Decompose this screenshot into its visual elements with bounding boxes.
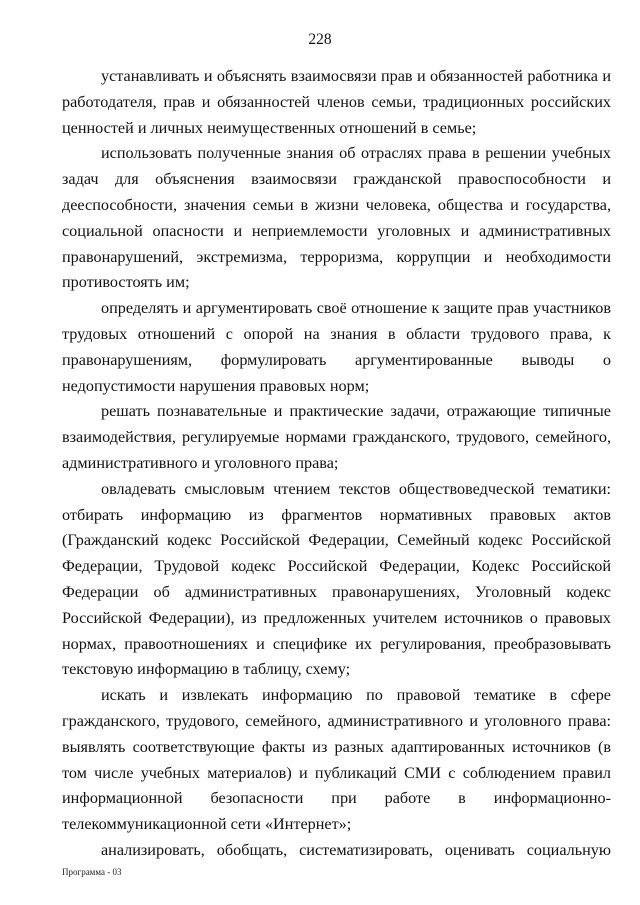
paragraph-6: искать и извлекать информацию по правовой тематике в сфере гражданского, трудового, семейного, административного и уголовного права: выявлять соответствующие факты из разных адаптированных источников (в том числе учебных материалов) и публикаций СМИ с соблюдением правил информационной безопасности при работе в информационно-телекоммуникационной сети «Интернет»;: [62, 686, 611, 834]
paragraph-4: решать познавательные и практические задачи, отражающие типичные взаимодействия, регулируемые нормами гражданского, трудового, семейного, административного и уголовного права;: [62, 402, 611, 472]
paragraph-1: устанавливать и объяснять взаимосвязи прав и обязанностей работника и работодателя, прав и обязанностей членов семьи, традиционных российских ценностей и личных неимущественных отношений в семье;: [62, 67, 611, 137]
paragraph-7: анализировать, обобщать, систематизировать, оценивать социальную: [101, 840, 611, 859]
paragraph-3: определять и аргументировать своё отношение к защите прав участников трудовых отношений с опорой на знания в области трудового права, к правонарушениям, формулировать аргументированные выводы о недопустимости нарушения правовых норм;: [62, 299, 611, 395]
footer-label: Программа - 03: [62, 867, 122, 877]
page-number: 228: [308, 31, 332, 48]
paragraph-5: овладевать смысловым чтением текстов обществоведческой тематики: отбирать информацию из фрагментов нормативных правовых актов (Гражданский кодекс Российской Федерации, Семейный кодекс Российской Федерации, Трудовой кодекс Российской Федерации, Кодекс Российской Федерации об административных правонарушениях, Уголовный кодекс Российской Федерации), из предложенных учителем источников о правовых нормах, правоотношениях и специфике их регулирования, преобразовывать текстовую информацию в таблицу, схему;: [62, 479, 611, 679]
document-body: [62, 64, 611, 864]
paragraph-2: использовать полученные знания об отраслях права в решении учебных задач для объяснения взаимосвязи гражданской правоспособности и дееспособности, значения семьи в жизни человека, общества и государства, социальной опасности и неприемлемости уголовных и административных правонарушений, экстремизма, терроризма, коррупции и необходимости противостоять им;: [62, 144, 611, 292]
